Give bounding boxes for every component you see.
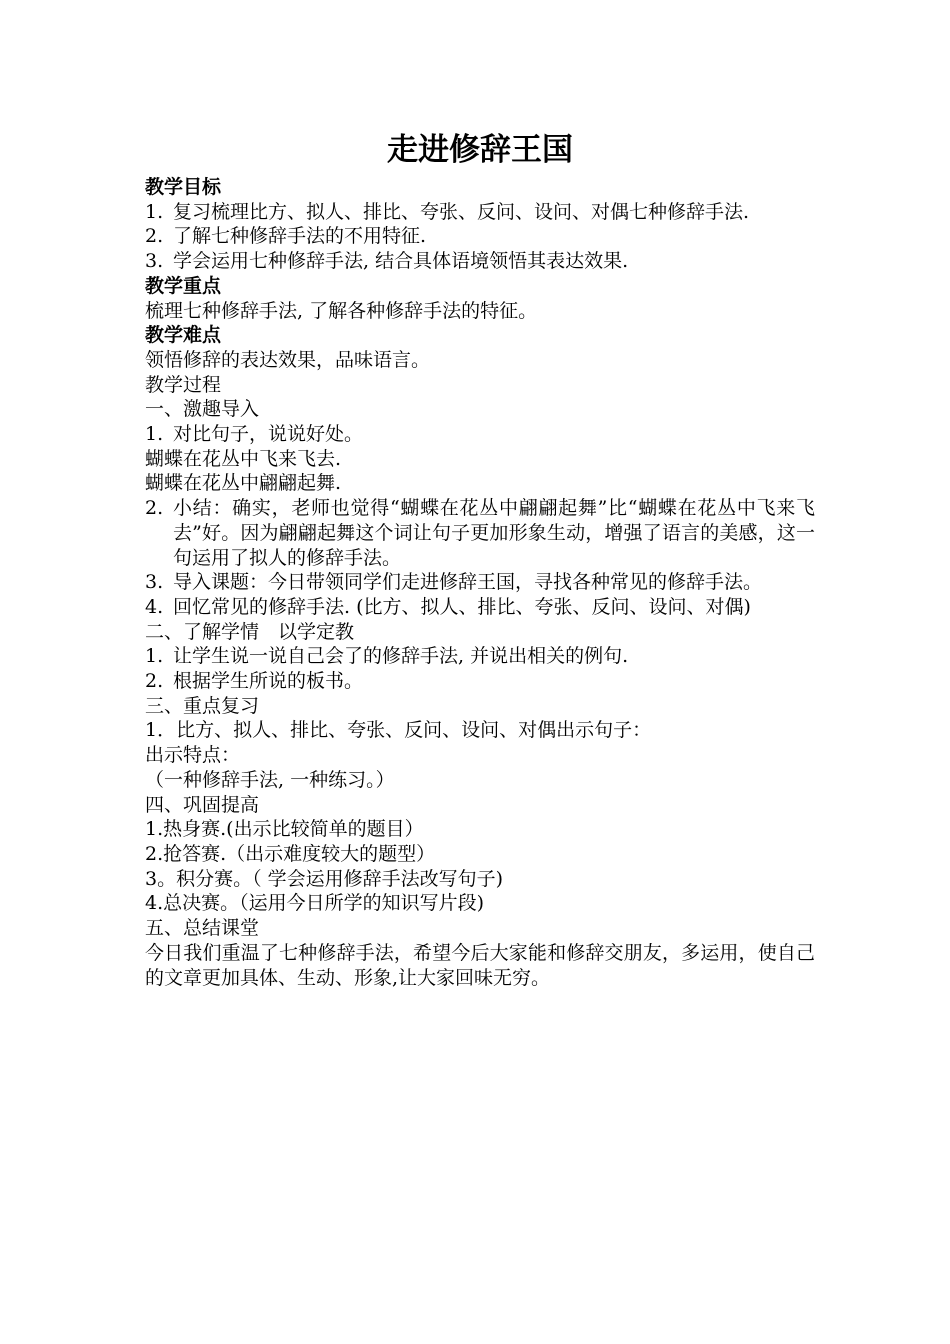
document-page (145, 125, 815, 990)
document-title: 走进修辞王国 (387, 132, 573, 168)
section-1-item (145, 570, 815, 595)
section-2-heading: 二、了解学情 以学定教 (145, 620, 355, 643)
list-text: 让学生说一说自己会了的修辞手法, 并说出相关的例句. (173, 645, 629, 668)
list-number: 1. (145, 200, 164, 223)
list-text: 根据学生所说的板书。 (173, 670, 364, 693)
section-4-line: 3。积分赛。（ 学会运用修辞手法改写句子) (145, 867, 504, 890)
list-text: 回忆常见的修辞手法. (比方、拟人、排比、夸张、反问、设问、对偶) (173, 595, 751, 618)
focus-text: 梳理七种修辞手法, 了解各种修辞手法的特征。 (145, 299, 538, 322)
section-3-line: 出示特点： (145, 744, 241, 767)
section-1-item (145, 496, 815, 570)
section-2-item (145, 669, 815, 694)
list-text: 了解七种修辞手法的不用特征. (173, 225, 427, 248)
objective-item (145, 224, 815, 249)
list-number: 4. (145, 595, 164, 618)
section-2-item (145, 644, 815, 669)
section-3-heading: 三、重点复习 (145, 694, 260, 717)
difficulty-heading: 教学难点 (145, 324, 222, 347)
list-number: 2. (145, 497, 164, 520)
section-4-line: 1.热身赛.(出示比较简单的题目） (145, 818, 424, 841)
list-text: 学会运用七种修辞手法, 结合具体语境领悟其表达效果. (173, 250, 629, 273)
list-number: 3. (145, 250, 164, 273)
example-sentence-a: 蝴蝶在花丛中飞来飞去. (145, 447, 342, 470)
list-number: 1. (145, 423, 164, 446)
objective-item (145, 200, 815, 225)
objectives-heading: 教学目标 (145, 176, 222, 198)
example-sentence-b: 蝴蝶在花丛中翩翩起舞. (145, 472, 342, 495)
list-text: 对比句子，说说好处。 (173, 423, 364, 446)
section-4-line: 4.总决赛。（运用今日所学的知识写片段) (145, 892, 485, 915)
section-5-text: 今日我们重温了七种修辞手法，希望今后大家能和修辞交朋友，多运用，使自己的文章更加具体、生动、形象,让大家回味无穷。 (145, 941, 815, 989)
section-4-heading: 四、巩固提高 (145, 793, 260, 816)
list-number: 1. (145, 645, 164, 668)
list-text: 小结：确实，老师也觉得“蝴蝶在花丛中翩翩起舞”比“蝴蝶在花丛中飞来飞去”好。因为翩翩起舞这个词让句子更加形象生动，增强了语言的美感，这一句运用了拟人的修辞手法。 (173, 497, 815, 569)
section-3-line: （一种修辞手法, 一种练习。） (145, 768, 395, 791)
list-number: 2. (145, 670, 164, 693)
section-3-line: 1．比方、拟人、排比、夸张、反问、设问、对偶出示句子： (145, 719, 652, 742)
process-heading: 教学过程 (145, 373, 222, 396)
list-number: 2. (145, 225, 164, 248)
section-4-line: 2.抢答赛.（出示难度较大的题型） (145, 842, 436, 865)
section-5-heading: 五、总结课堂 (145, 917, 260, 940)
objective-item (145, 249, 815, 274)
list-text: 导入课题：今日带领同学们走进修辞王国，寻找各种常见的修辞手法。 (173, 571, 763, 594)
focus-heading: 教学重点 (145, 274, 222, 297)
list-text: 复习梳理比方、拟人、排比、夸张、反问、设问、对偶七种修辞手法. (173, 200, 750, 223)
section-1-item (145, 422, 815, 447)
difficulty-text: 领悟修辞的表达效果，品味语言。 (145, 348, 431, 371)
list-number: 3. (145, 571, 164, 594)
section-1-item (145, 595, 815, 620)
section-1-heading: 一、激趣导入 (145, 398, 260, 421)
